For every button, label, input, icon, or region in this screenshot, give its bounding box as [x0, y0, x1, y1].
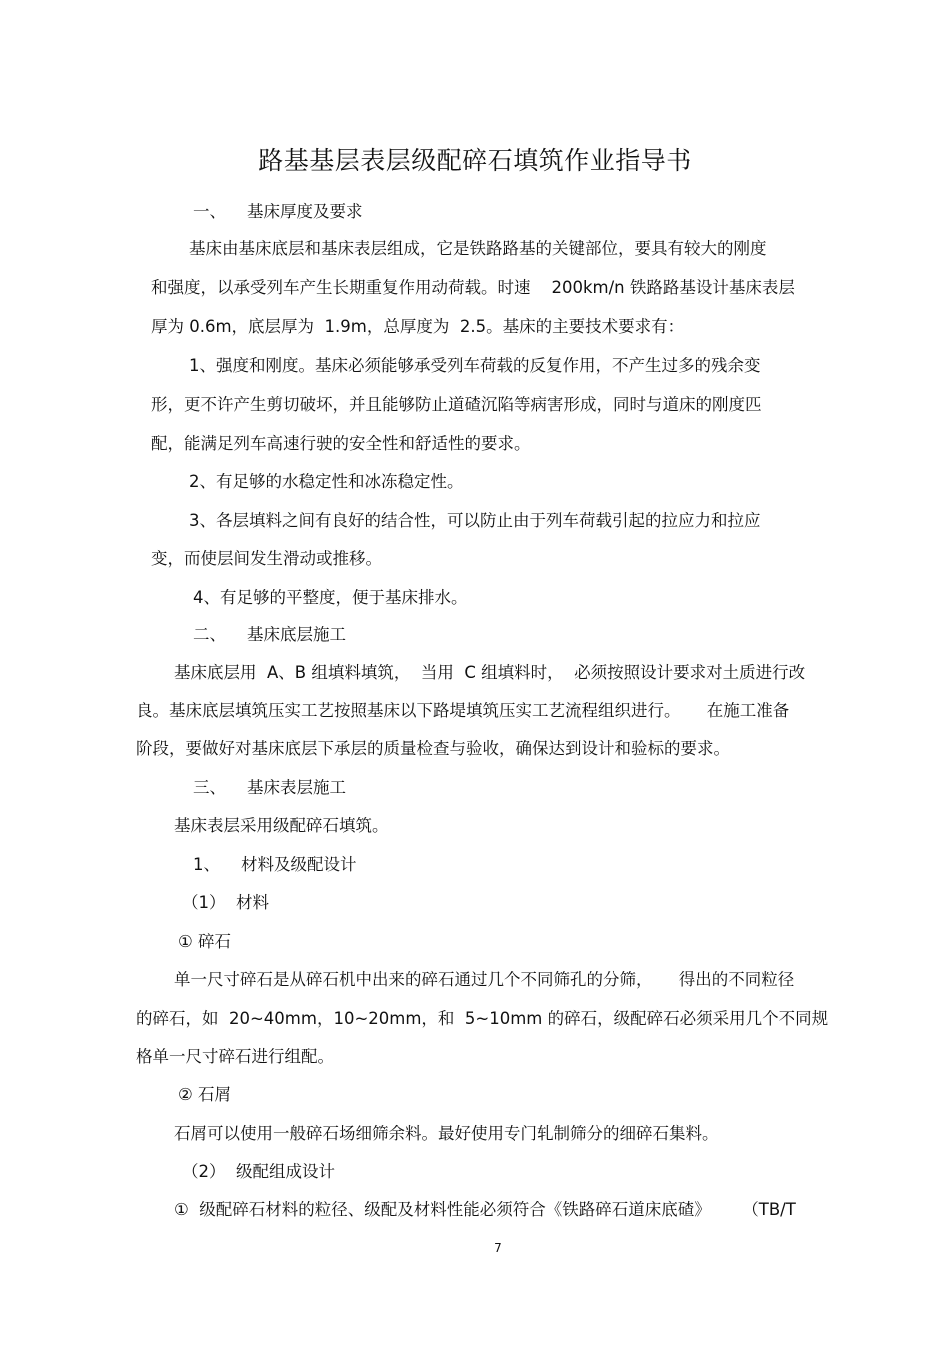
paragraph-line: 格单一尺寸碎石进行组配。: [136, 1047, 334, 1066]
document-title: 路基基层表层级配碎石填筑作业指导书: [258, 146, 692, 175]
subsection-heading: （1） 材料: [182, 893, 269, 912]
list-item-line: 1、强度和刚度。基床必须能够承受列车荷载的反复作用，不产生过多的残余变: [189, 356, 761, 375]
list-item-line: 变，而使层间发生滑动或推移。: [151, 549, 382, 568]
item-heading: ① 碎石: [178, 932, 232, 951]
list-item-line: 形，更不许产生剪切破坏，并且能够防止道碴沉陷等病害形成，同时与道床的刚度匹: [151, 395, 762, 414]
list-item-line: 3、各层填料之间有良好的结合性，可以防止由于列车荷载引起的拉应力和拉应: [189, 511, 761, 530]
paragraph-line: 良。基床底层填筑压实工艺按照基床以下路堤填筑压实工艺流程组织进行。 在施工准备: [136, 701, 790, 720]
paragraph-line: 基床表层采用级配碎石填筑。: [174, 816, 389, 835]
paragraph-line: 厚为 0.6m，底层厚为 1.9m，总厚度为 2.5。基床的主要技术要求有：: [151, 317, 685, 336]
list-item-line: 配，能满足列车高速行驶的安全性和舒适性的要求。: [151, 434, 531, 453]
paragraph-line: 的碎石，如 20~40mm，10~20mm，和 5~10mm 的碎石，级配碎石必须采用几个不同规: [136, 1009, 829, 1028]
list-item-line: 4、有足够的平整度，便于基床排水。: [193, 588, 468, 607]
section-heading-2: 二、 基床底层施工: [193, 625, 346, 644]
paragraph-line: 基床底层用 A、B 组填料填筑， 当用 C 组填料时， 必须按照设计要求对土质进行改: [174, 663, 806, 682]
page-number: 7: [494, 1241, 502, 1255]
section-heading-1: 一、 基床厚度及要求: [193, 202, 363, 221]
paragraph-line: 基床由基床底层和基床表层组成，它是铁路路基的关键部位，要具有较大的刚度: [189, 239, 767, 258]
paragraph-line: ① 级配碎石材料的粒径、级配及材料性能必须符合《铁路碎石道床底碴》 （TB/T: [174, 1200, 796, 1219]
paragraph-line: 单一尺寸碎石是从碎石机中出来的碎石通过几个不同筛孔的分筛， 得出的不同粒径: [174, 970, 795, 989]
paragraph-line: 和强度，以承受列车产生长期重复作用动荷载。时速 200km/n 铁路路基设计基床表层: [151, 278, 795, 297]
section-heading-3: 三、 基床表层施工: [193, 778, 346, 797]
paragraph-line: 石屑可以使用一般碎石场细筛余料。最好使用专门轧制筛分的细碎石集料。: [174, 1124, 719, 1143]
subsection-heading: （2） 级配组成设计: [182, 1162, 335, 1181]
subsection-heading: 1、 材料及级配设计: [193, 855, 357, 874]
list-item-line: 2、有足够的水稳定性和冰冻稳定性。: [189, 472, 464, 491]
item-heading: ② 石屑: [178, 1085, 232, 1104]
paragraph-line: 阶段，要做好对基床底层下承层的质量检查与验收，确保达到设计和验标的要求。: [136, 739, 730, 758]
